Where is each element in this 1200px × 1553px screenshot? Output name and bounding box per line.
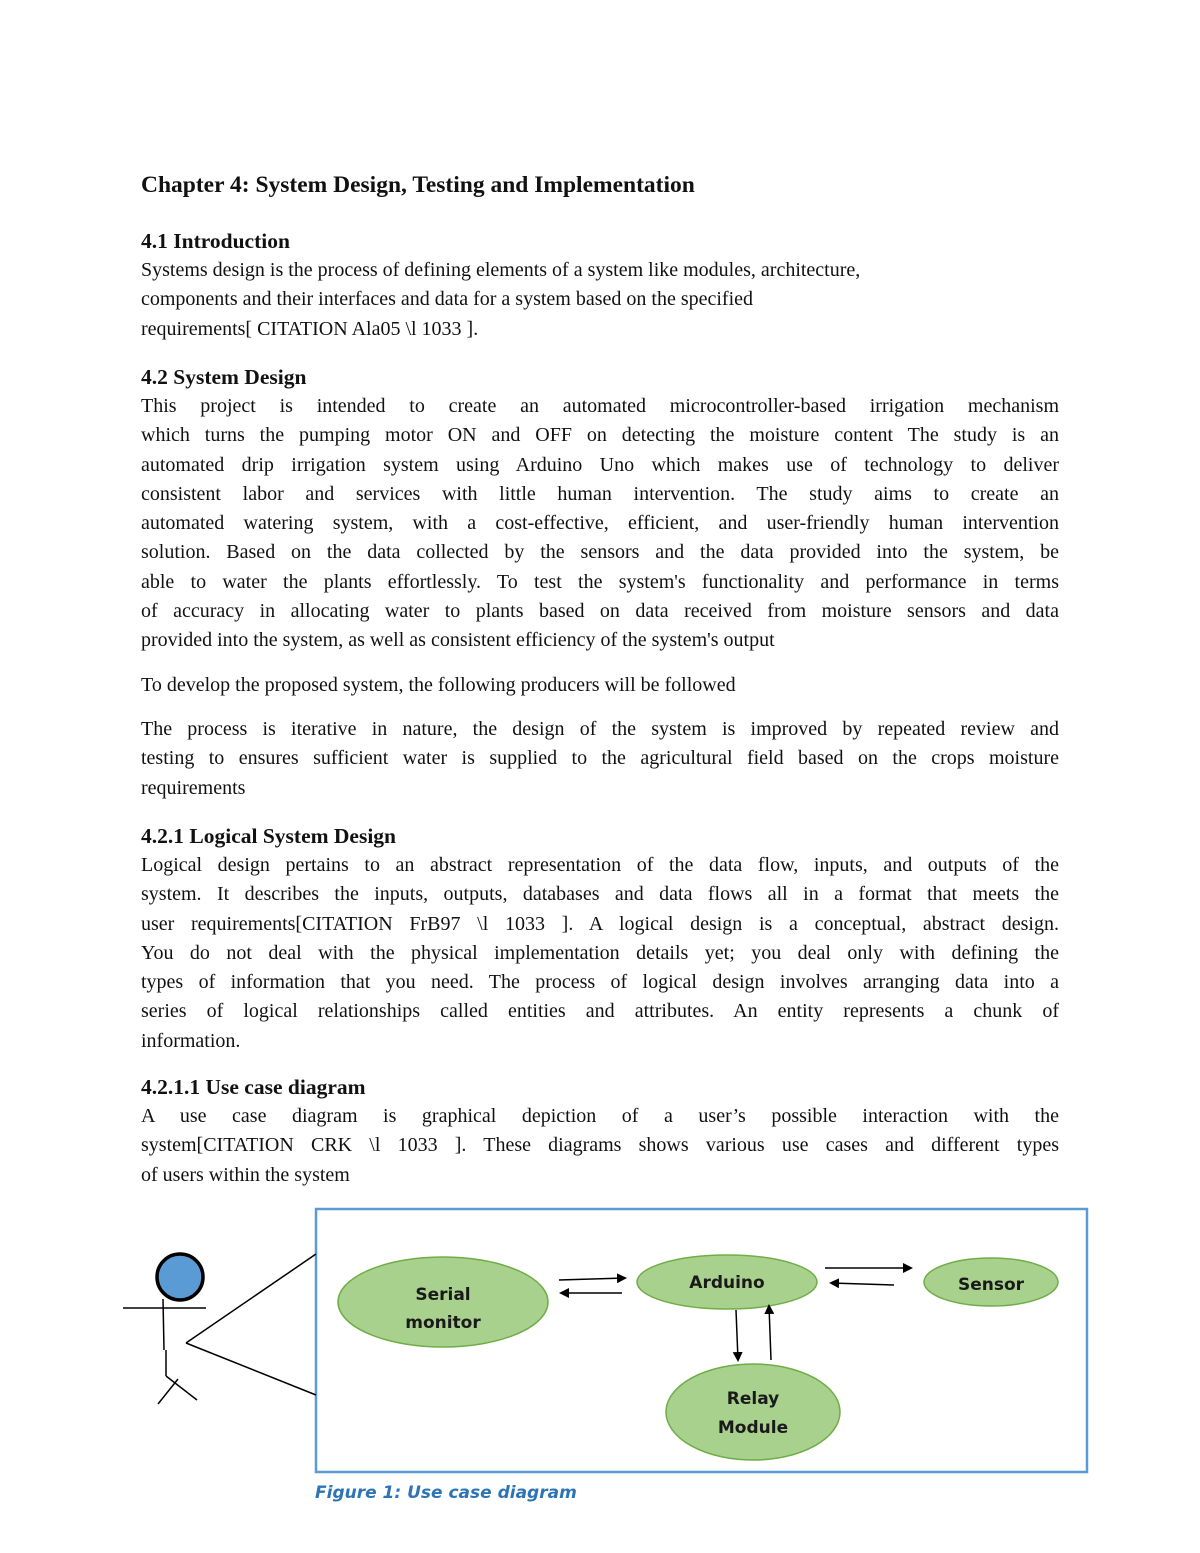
node-label: Module [717,1418,789,1438]
text-line: automated watering system, with a cost-effective, efficient, and user-friendly human intervention [141,512,1059,535]
arrow-down-icon [736,1310,738,1360]
arrow-left-icon [831,1283,894,1285]
text-line: automated drip irrigation system using Arduino Uno which makes use of technology to deliver [141,453,1059,476]
text-line: solution. Based on the data collected by the sensors and the data provided into the system, be [141,541,1059,564]
text-line: You do not deal with the physical implementation details yet; you deal only with defining the [141,941,1059,964]
arrow-up-icon [769,1306,771,1360]
text-line: testing to ensures sufficient water is supplied to the agricultural field based on the crops moisture [141,747,1059,770]
text-line: A use case diagram is graphical depiction of a user’s possible interaction with the [141,1105,1059,1127]
use-case-relay-module [666,1364,840,1460]
text-line: requirements[ CITATION Ala05 \l 1033 ]. [141,317,479,340]
text-line: of users within the system [141,1163,350,1186]
chapter-title: Chapter 4: System Design, Testing and Implementation [141,172,695,198]
text-line: The process is iterative in nature, the design of the system is improved by repeated review and [141,717,1059,740]
text-line: consistent labor and services with little human intervention. The study aims to create an [141,482,1059,505]
node-label: Serial [415,1285,471,1305]
actor-stick-figure-icon [123,1254,206,1404]
section-heading: 4.1 Introduction [141,229,290,253]
text-line: types of information that you need. The process of logical design involves arranging data into a [141,971,1059,994]
text-line: which turns the pumping motor ON and OFF on detecting the moisture content The study is an [141,424,1059,447]
text-line: information. [141,1029,241,1052]
section-heading: 4.2.1.1 Use case diagram [141,1075,366,1099]
text-line: Logical design pertains to an abstract representation of the data flow, inputs, and outputs of the [141,854,1059,876]
text-line: requirements [141,776,246,799]
text-line: This project is intended to create an automated microcontroller-based irrigation mechanism [141,395,1059,417]
use-case-sensor [924,1258,1058,1306]
node-label: Sensor [957,1275,1025,1295]
node-label: monitor [405,1313,481,1333]
text-line: provided into the system, as well as consistent efficiency of the system's output [141,629,775,652]
node-label: Relay [726,1389,780,1409]
text-line: user requirements[CITATION FrB97 \l 1033 ]. A logical design is a conceptual, abstract design. [141,912,1059,935]
association-line [186,1343,316,1395]
text-line: system[CITATION CRK \l 1033 ]. These diagrams shows various use cases and different types [141,1134,1059,1157]
text-line: components and their interfaces and data for a system based on the specified [141,288,754,311]
figure-caption: Figure 1: Use case diagram [315,1483,577,1503]
text-line: series of logical relationships called entities and attributes. An entity represents a chunk of [141,1000,1059,1023]
use-case-arduino [637,1255,817,1309]
text-line: able to water the plants effortlessly. To test the system's functionality and performance in terms [141,570,1059,593]
text-line: Systems design is the process of defining elements of a system like modules, architecture, [141,259,861,281]
text-line: of accuracy in allocating water to plants based on data received from moisture sensors and data [141,600,1059,623]
use-case-serial-monitor [338,1257,548,1347]
node-label: Arduino [689,1273,765,1293]
association-line [186,1254,316,1343]
procedure-paragraph: To develop the proposed system, the following producers will be followed [141,673,736,696]
arrow-right-icon [559,1278,625,1280]
text-line: system. It describes the inputs, outputs, databases and data flows all in a format that meets the [141,883,1059,906]
section-heading: 4.2.1 Logical System Design [141,824,397,848]
section-heading: 4.2 System Design [141,365,307,389]
